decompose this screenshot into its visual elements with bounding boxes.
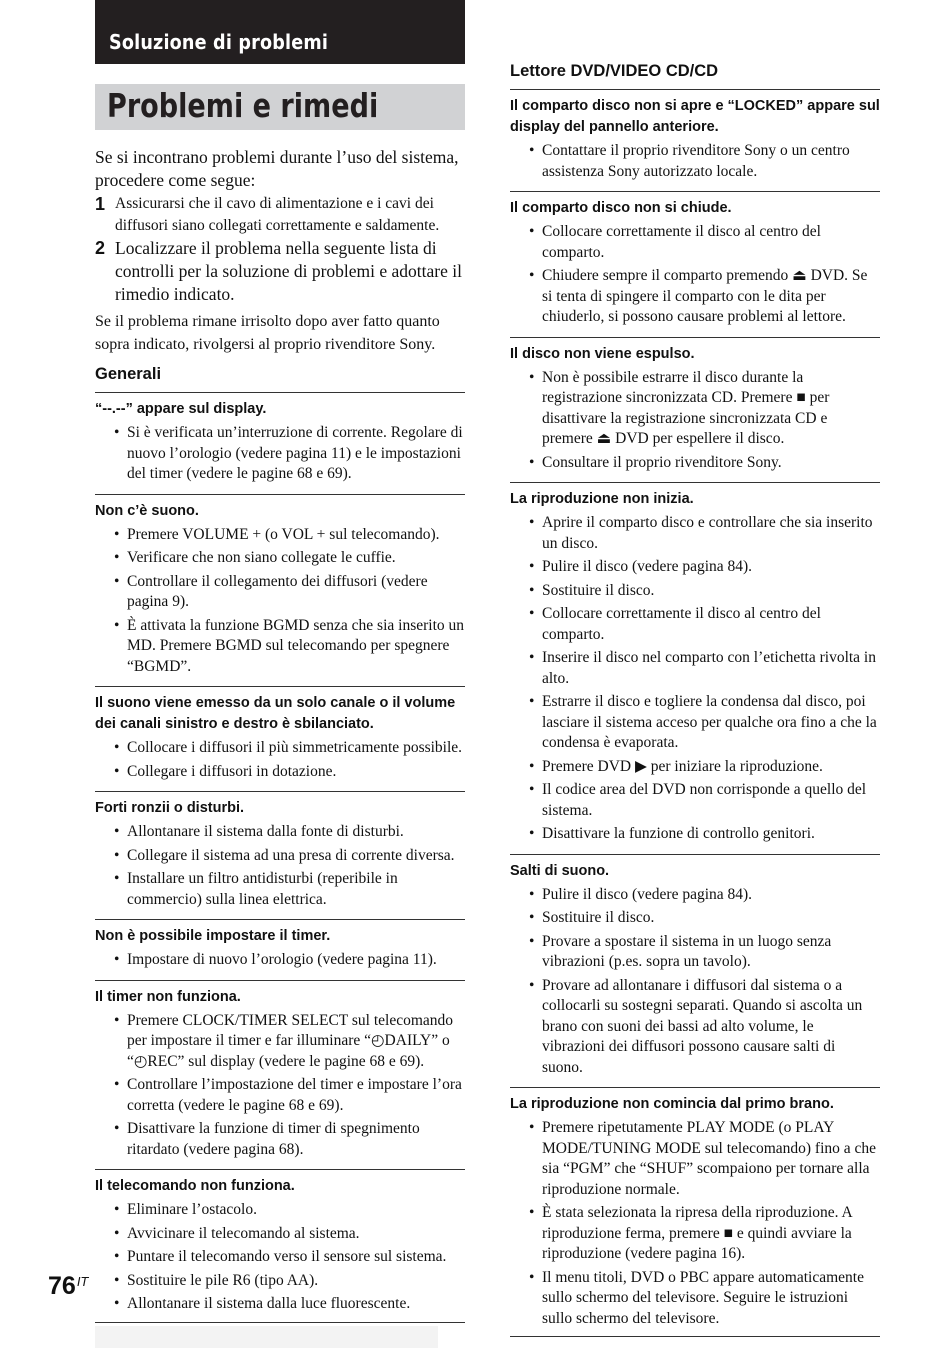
remedy-list <box>95 822 465 910</box>
problem-title: Non è possibile impostare il timer. <box>95 928 331 944</box>
problem-block <box>510 338 880 484</box>
lettore-problem-list <box>510 90 880 1337</box>
remedy-item: • Sostituire il disco. <box>510 581 880 602</box>
remedy-item: • Il menu titoli, DVD o PBC appare automaticamente sullo schermo del televisore. Seguire le istruzioni sullo schermo del televisore. <box>510 1268 880 1330</box>
remedy-list <box>95 950 465 971</box>
remedy-item: • Aprire il comparto disco e controllare che sia inserito un disco. <box>510 513 880 554</box>
remedy-list <box>510 368 880 474</box>
problem-block <box>95 1170 465 1323</box>
problem-title: Forti ronzii o disturbi. <box>95 800 245 816</box>
remedy-item: • Collegare il sistema ad una presa di corrente diversa. <box>95 846 465 867</box>
remedy-item: • Premere CLOCK/TIMER SELECT sul telecomando per impostare il timer e far illuminare “◴DAILY” o “◴REC” sul display (vedere le pagine 68 e 69). <box>95 1011 465 1073</box>
remedy-item: • Disattivare la funzione di controllo genitori. <box>510 824 880 845</box>
step-number: 2 <box>95 238 106 258</box>
remedy-item: • Allontanare il sistema dalla fonte di disturbi. <box>95 822 465 843</box>
remedy-item: • Pulire il disco (vedere pagina 84). <box>510 557 880 578</box>
remedy-item: • Allontanare il sistema dalla luce fluorescente. <box>95 1294 465 1315</box>
problem-block <box>510 855 880 1089</box>
remedy-list <box>95 423 465 485</box>
language-code: IT <box>76 1274 89 1289</box>
remedy-item: • Premere VOLUME + (o VOL + sul telecomando). <box>95 525 465 546</box>
remedy-item: • È attivata la funzione BGMD senza che sia inserito un MD. Premere BGMD sul telecomando per spegnere “BGMD”. <box>95 616 465 678</box>
problem-block <box>95 393 465 495</box>
remedy-item: • Sostituire le pile R6 (tipo AA). <box>95 1271 465 1292</box>
problem-block <box>510 90 880 192</box>
remedy-item: • Collegare i diffusori in dotazione. <box>95 762 465 783</box>
page-number <box>48 1272 88 1301</box>
step-1 <box>95 193 465 237</box>
problem-title: Il telecomando non funziona. <box>95 1178 295 1194</box>
page-title-bar <box>95 84 465 130</box>
problem-block <box>95 687 465 792</box>
remedy-item: • Inserire il disco nel comparto con l’etichetta rivolta in alto. <box>510 648 880 689</box>
problem-block <box>95 792 465 920</box>
remedy-item: • Impostare di nuovo l’orologio (vedere pagina 11). <box>95 950 465 971</box>
remedy-item: • Si è verificata un’interruzione di corrente. Regolare di nuovo l’orologio (vedere pagina 11) e le impostazioni del timer (vedere le pagine 68 e 69). <box>95 423 465 485</box>
remedy-list <box>95 525 465 678</box>
remedy-item: • Non è possibile estrarre il disco durante la registrazione sincronizzata CD. Premere ■ per disattivare la registrazione sincronizzata CD e premere ⏏ DVD per espellere il disco. <box>510 368 880 450</box>
remedy-item: • Collocare correttamente il disco al centro del comparto. <box>510 222 880 263</box>
remedy-item: • Verificare che non siano collegate le cuffie. <box>95 548 465 569</box>
remedy-item: • Controllare il collegamento dei diffusori (vedere pagina 9). <box>95 572 465 613</box>
problem-title: Il timer non funziona. <box>95 988 241 1005</box>
remedy-item: • Provare a spostare il sistema in un luogo senza vibrazioni (p.es. sopra un tavolo). <box>510 932 880 973</box>
section-tab <box>95 0 465 64</box>
section-label: Soluzione di problemi <box>109 30 329 54</box>
step-number: 1 <box>95 194 106 214</box>
remedy-item: • Il codice area del DVD non corrisponde a quello del sistema. <box>510 780 880 821</box>
step-text: Assicurarsi che il cavo di alimentazione e i cavi dei diffusori siano collegati correttamente e saldamente. <box>115 195 440 234</box>
remedy-item: • Installare un filtro antidisturbi (reperibile in commercio) sulla linea elettrica. <box>95 869 465 910</box>
section-heading-lettore: Lettore DVD/VIDEO CD/CD <box>510 62 880 90</box>
remedy-item: • Eliminare l’ostacolo. <box>95 1200 465 1221</box>
problem-block <box>510 483 880 855</box>
problem-block <box>95 920 465 981</box>
problem-block <box>95 981 465 1171</box>
remedy-list <box>510 513 880 845</box>
step-text: Localizzare il problema nella seguente lista di controlli per la soluzione di problemi e adottare il rimedio indicato. <box>115 238 462 304</box>
generali-problem-list <box>95 393 465 1323</box>
problem-title: Salti di suono. <box>510 862 610 879</box>
problem-block <box>95 495 465 688</box>
page-title: Problemi e rimedi <box>107 86 379 125</box>
remedy-item: • Provare ad allontanare i diffusori dal sistema o a collocarli su sostegni separati. Quando si ascolta un brano con suoni dei bassi ad alto volume, le vibrazioni dei diffusori possono causare salti di suono. <box>510 976 880 1079</box>
step-2 <box>95 237 465 306</box>
remedy-list <box>510 1118 880 1329</box>
remedy-list <box>95 738 465 782</box>
footer-bar <box>95 1326 438 1348</box>
remedy-list <box>510 222 880 328</box>
problem-title: Non c’è suono. <box>95 502 199 519</box>
outro-text: Se il problema rimane irrisolto dopo aver fatto quanto sopra indicato, rivolgersi al proprio rivenditore Sony. <box>95 313 440 353</box>
remedy-item: • Premere DVD ▶ per iniziare la riproduzione. <box>510 757 880 778</box>
remedy-item: • Avvicinare il telecomando al sistema. <box>95 1224 465 1245</box>
remedy-item: • Pulire il disco (vedere pagina 84). <box>510 885 880 906</box>
remedy-item: • È stata selezionata la ripresa della riproduzione. A riproduzione ferma, premere ■ e quindi avviare la riproduzione (vedere pagina 16). <box>510 1203 880 1265</box>
remedy-item: • Contattare il proprio rivenditore Sony o un centro assistenza Sony autorizzato locale. <box>510 141 880 182</box>
remedy-list <box>95 1011 465 1161</box>
remedy-list <box>95 1200 465 1315</box>
remedy-item: • Puntare il telecomando verso il sensore sul sistema. <box>95 1247 465 1268</box>
left-column <box>95 146 465 1323</box>
section-heading-generali: Generali <box>95 365 465 393</box>
intro-text: Se si incontrano problemi durante l’uso del sistema, procedere come segue: <box>95 147 459 190</box>
problem-title: “--.--” appare sul display. <box>95 401 267 417</box>
problem-title: La riproduzione non inizia. <box>510 491 694 507</box>
remedy-item: • Collocare correttamente il disco al centro del comparto. <box>510 604 880 645</box>
remedy-item: • Premere ripetutamente PLAY MODE (o PLAY MODE/TUNING MODE sul telecomando) fino a che sia “PGM” che “SHUF” scompaiono per tornare alla riproduzione normale. <box>510 1118 880 1200</box>
remedy-item: • Sostituire il disco. <box>510 908 880 929</box>
remedy-item: • Chiudere sempre il comparto premendo ⏏ DVD. Se si tenta di spingere il comparto con le dita per chiuderlo, si possono causare problemi al lettore. <box>510 266 880 328</box>
remedy-list <box>510 141 880 182</box>
problem-title: Il disco non viene espulso. <box>510 345 695 362</box>
remedy-item: • Estrarre il disco e togliere la condensa dal disco, poi lasciare il sistema acceso per qualche ora fino a che la condensa è evaporata. <box>510 692 880 754</box>
problem-title: La riproduzione non comincia dal primo brano. <box>510 1096 834 1112</box>
remedy-item: • Consultare il proprio rivenditore Sony. <box>510 453 880 474</box>
remedy-item: • Collocare i diffusori il più simmetricamente possibile. <box>95 738 465 759</box>
problem-title: Il suono viene emesso da un solo canale o il volume dei canali sinistro e destro è sbilanciato. <box>95 695 456 732</box>
problem-title: Il comparto disco non si apre e “LOCKED” appare sul display del pannello anteriore. <box>510 98 880 135</box>
problem-block <box>510 192 880 338</box>
remedy-list <box>510 885 880 1079</box>
remedy-item: • Disattivare la funzione di timer di spegnimento ritardato (vedere pagina 68). <box>95 1119 465 1160</box>
problem-title: Il comparto disco non si chiude. <box>510 200 732 216</box>
right-column <box>510 62 880 1337</box>
page-number-value: 76 <box>48 1272 76 1300</box>
problem-block <box>510 1088 880 1337</box>
remedy-item: • Controllare l’impostazione del timer e impostare l’ora corretta (vedere le pagine 68 e 69). <box>95 1075 465 1116</box>
